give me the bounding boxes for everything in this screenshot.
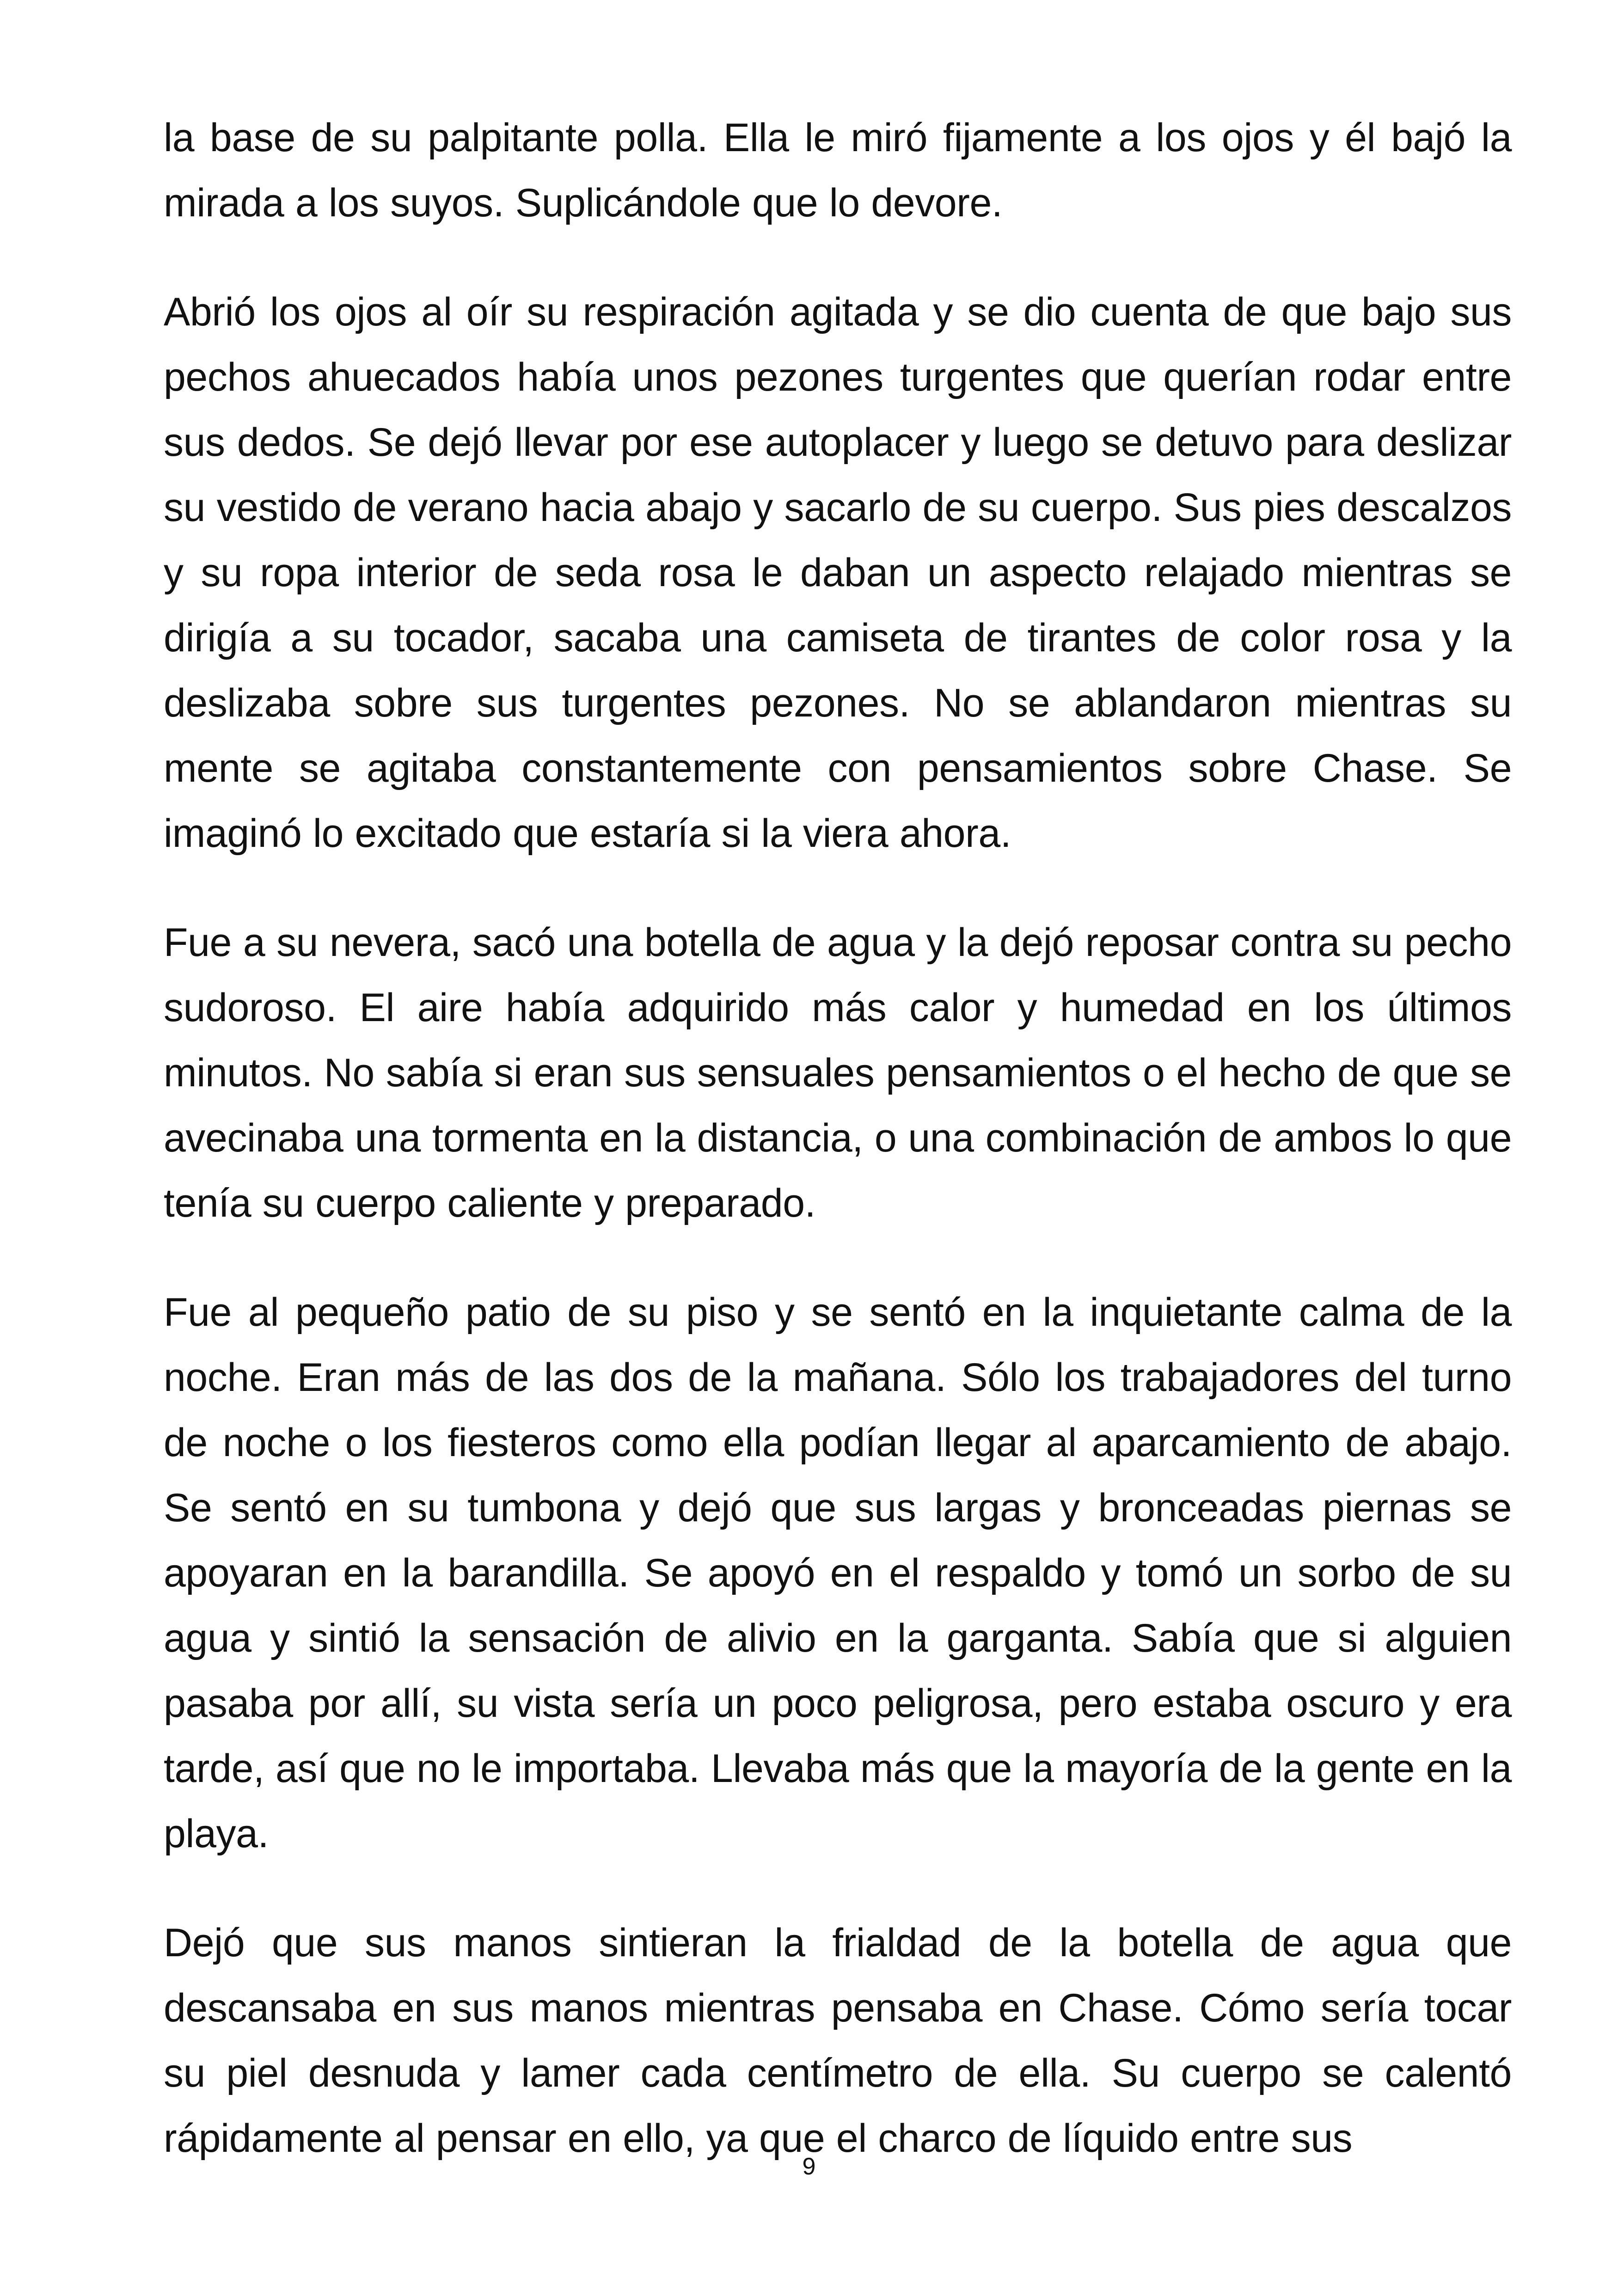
page-number: 9 xyxy=(802,2153,816,2180)
paragraph-5: Dejó que sus manos sintieran la frialdad de la botella de agua que descansaba en sus manos mientras pensaba en Chase. Cómo sería tocar su piel desnuda y lamer cada centímetro de ella. Su cuerpo se calentó rápidamente al pensar en ello, ya que el charco de líquido entre sus xyxy=(164,1921,1512,2161)
paragraph-1: la base de su palpitante polla. Ella le miró fijamente a los ojos y él bajó la mirada a los suyos. Suplicándole que lo devore. xyxy=(164,116,1512,225)
body-text xyxy=(164,105,1512,2215)
paragraph-3: Fue a su nevera, sacó una botella de agua y la dejó reposar contra su pecho sudoroso. El aire había adquirido más calor y humedad en los últimos minutos. No sabía si eran sus sensuales pensamientos o el hecho de que se avecinaba una tormenta en la distancia, o una combinación de ambos lo que tenía su cuerpo caliente y preparado. xyxy=(164,920,1512,1225)
paragraph-4: Fue al pequeño patio de su piso y se sentó en la inquietante calma de la noche. Eran más de las dos de la mañana. Sólo los trabajadores del turno de noche o los fiesteros como ella podían llegar al aparcamiento de abajo. Se sentó en su tumbona y dejó que sus largas y bronceadas piernas se apoyaran en la barandilla. Se apoyó en el respaldo y tomó un sorbo de su agua y sintió la sensación de alivio en la garganta. Sabía que si alguien pasaba por allí, su vista sería un poco peligrosa, pero estaba oscuro y era tarde, así que no le importaba. Llevaba más que la mayoría de la gente en la playa. xyxy=(164,1290,1512,1856)
paragraph-2: Abrió los ojos al oír su respiración agitada y se dio cuenta de que bajo sus pechos ahuecados había unos pezones turgentes que querían rodar entre sus dedos. Se dejó llevar por ese autoplacer y luego se detuvo para deslizar su vestido de verano hacia abajo y sacarlo de su cuerpo. Sus pies descalzos y su ropa interior de seda rosa le daban un aspecto relajado mientras se dirigía a su tocador, sacaba una camiseta de tirantes de color rosa y la deslizaba sobre sus turgentes pezones. No se ablandaron mientras su mente se agitaba constantemente con pensamientos sobre Chase. Se imaginó lo excitado que estaría si la viera ahora. xyxy=(164,290,1512,856)
